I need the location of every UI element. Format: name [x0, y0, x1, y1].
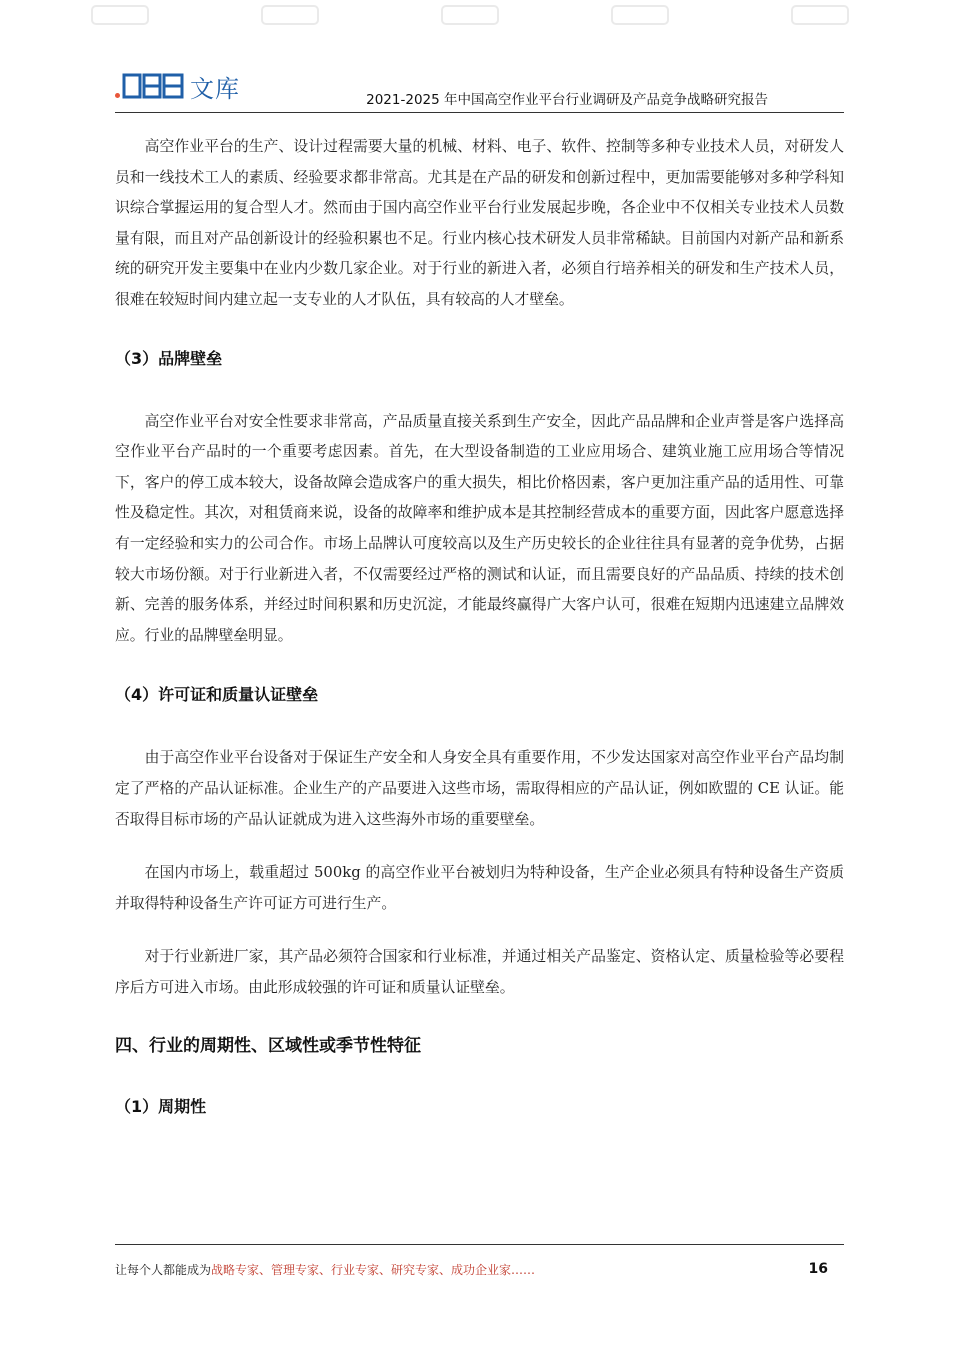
- watermark-icon: [90, 2, 150, 28]
- heading-cyclicality: （1）周期性: [115, 1097, 207, 1117]
- footer-slogan: [115, 1261, 535, 1278]
- footer-slogan-highlight: 战略专家、管理专家、行业专家、研究专家、成功企业家……: [211, 1263, 536, 1277]
- heading-license-barrier: （4）许可证和质量认证壁垒: [115, 685, 319, 705]
- footer-slogan-lead: 让每个人都能成为: [115, 1263, 212, 1277]
- watermark-row: [0, 2, 960, 32]
- heading-brand-barrier: （3）品牌壁垒: [115, 348, 223, 368]
- logo: [115, 70, 240, 102]
- paragraph-license-1: 由于高空作业平台设备对于保证生产安全和人身安全具有重要作用，不少发达国家对高空作业平台产品均制定了严格的产品认证标准。企业生产的产品要进入这些市场，需取得相应的产品认证，例如欧盟的 CE 认证。能否取得目标市场的产品认证就成为进入这些海外市场的重要壁垒。: [115, 749, 844, 828]
- page-header: [115, 68, 844, 113]
- watermark-icon: [790, 2, 850, 28]
- paragraph-license-3: 对于行业新进厂家，其产品必须符合国家和行业标准，并通过相关产品鉴定、资格认定、质量检验等必要程序后方可进入市场。由此形成较强的许可证和质量认证壁垒。: [115, 948, 844, 996]
- paragraph-talent-barrier: 高空作业平台的生产、设计过程需要大量的机械、材料、电子、软件、控制等多种专业技术人员，对研发人员和一线技术工人的素质、经验要求都非常高。尤其是在产品的研发和创新过程中，更加需要能够对多种学科知识综合掌握运用的复合型人才。然而由于国内高空作业平台行业发展起步晚，各企业中不仅相关专业技术人员数量有限，而且对产品创新设计的经验积累也不足。行业内核心技术研发人员非常稀缺。目前国内对新产品和新系统的研究开发主要集中在业内少数几家企业。对于行业的新进入者，必须自行培养相关的研发和生产技术人员，很难在较短时间内建立起一支专业的人才队伍，具有较高的人才壁垒。: [115, 138, 844, 308]
- logo-mark-icon: [122, 72, 184, 100]
- page-content: [115, 132, 844, 1117]
- logo-dot-icon: [115, 93, 120, 98]
- watermark-icon: [260, 2, 320, 28]
- watermark-icon: [440, 2, 500, 28]
- logo-text: 文库: [190, 74, 240, 103]
- page-number: 16: [808, 1261, 828, 1277]
- paragraph-brand-barrier: 高空作业平台对安全性要求非常高，产品质量直接关系到生产安全，因此产品品牌和企业声誉是客户选择高空作业平台产品时的一个重要考虑因素。首先，在大型设备制造的工业应用场合、建筑业施工应用场合等情况下，客户的停工成本较大，设备故障会造成客户的重大损失，相比价格因素，客户更加注重产品的适用性、可靠性及稳定性。其次，对租赁商来说，设备的故障率和维护成本是其控制经营成本的重要方面，因此客户愿意选择有一定经验和实力的公司合作。市场上品牌认可度较高以及生产历史较长的企业往往具有显著的竞争优势，占据较大市场份额。对于行业新进入者，不仅需要经过严格的测试和认证，而且需要良好的产品品质、持续的技术创新、完善的服务体系，并经过时间积累和历史沉淀，才能最终赢得广大客户认可，很难在短期内迅速建立品牌效应。行业的品牌壁垒明显。: [115, 412, 844, 644]
- page-footer: [115, 1244, 844, 1285]
- heading-section-4: 四、行业的周期性、区域性或季节性特征: [115, 1036, 421, 1057]
- paragraph-license-2: 在国内市场上，载重超过 500kg 的高空作业平台被划归为特种设备，生产企业必须具有特种设备生产资质并取得特种设备生产许可证方可进行生产。: [115, 864, 844, 912]
- document-title: 2021-2025 年中国高空作业平台行业调研及产品竞争战略研究报告: [366, 92, 768, 108]
- watermark-icon: [610, 2, 670, 28]
